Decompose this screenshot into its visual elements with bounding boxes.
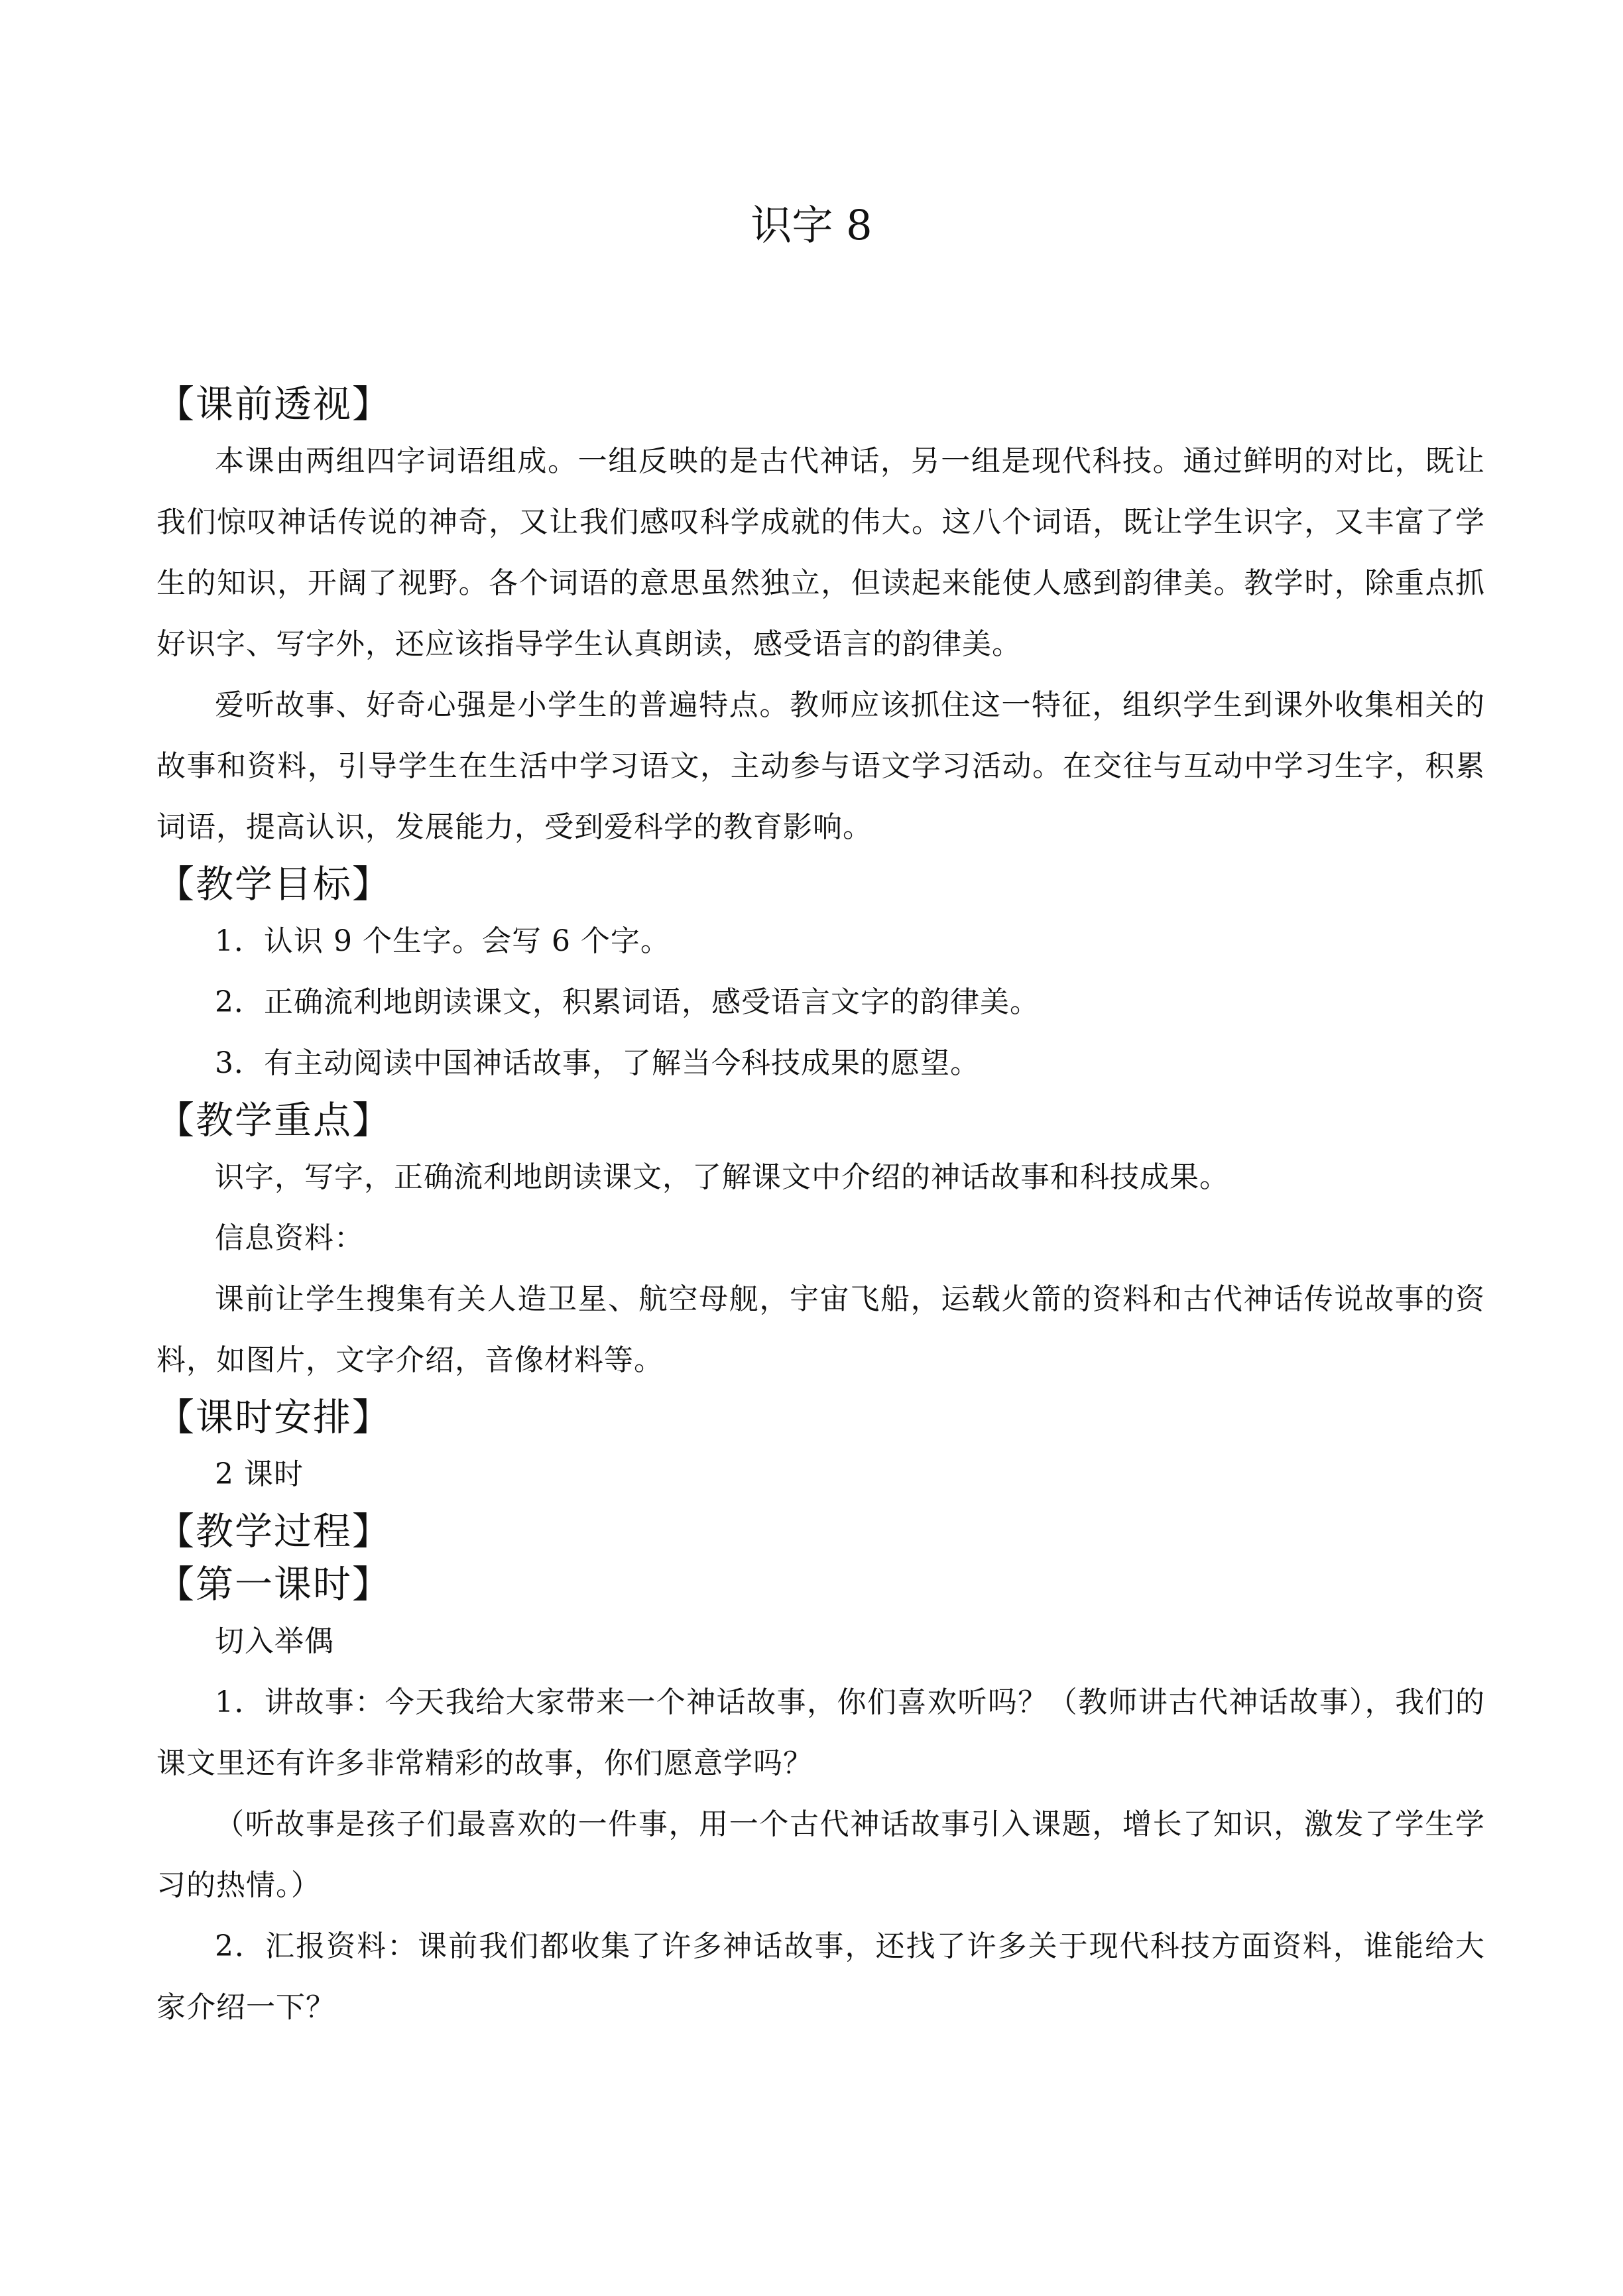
- goal-item-2: 2．正确流利地朗读课文，积累词语，感受语言文字的韵律美。: [215, 985, 1040, 1019]
- schedule-text: 2 课时: [215, 1457, 304, 1491]
- lesson1-note1: （听故事是孩子们最喜欢的一件事，用一个古代神话故事引入课题，增长了知识，激发了学生学习的热情。）: [156, 1807, 1485, 1902]
- lesson1-intro: 切入举偶: [215, 1624, 334, 1658]
- preview-paragraph-2: 爱听故事、好奇心强是小学生的普遍特点。教师应该抓住这一特征，组织学生到课外收集相关的故事和资料，引导学生在生活中学习语文，主动参与语文学习活动。在交往与互动中学习生字，积累词语，提高认识，发展能力，受到爱科学的教育影响。: [156, 688, 1485, 844]
- info-text: 课前让学生搜集有关人造卫星、航空母舰，宇宙飞船，运载火箭的资料和古代神话传说故事的资料，如图片，文字介绍，音像材料等。: [156, 1282, 1485, 1377]
- document-body: [156, 378, 1485, 2038]
- page-title: 识字 8: [751, 201, 872, 249]
- section-heading-process: 【教学过程】: [156, 1510, 391, 1553]
- section-heading-lesson1: 【第一课时】: [156, 1563, 391, 1606]
- section-heading-preview: 【课前透视】: [156, 383, 391, 426]
- goal-item-1: 1．认识 9 个生字。会写 6 个字。: [215, 924, 670, 958]
- goal-item-3: 3．有主动阅读中国神话故事，了解当今科技成果的愿望。: [215, 1046, 980, 1080]
- preview-paragraph-1: 本课由两组四字词语组成。一组反映的是古代神话，另一组是现代科技。通过鲜明的对比，既让我们惊叹神话传说的神奇，又让我们感叹科学成就的伟大。这八个词语，既让学生识字，又丰富了学生的知识，开阔了视野。各个词语的意思虽然独立，但读起来能使人感到韵律美。教学时，除重点抓好识字、写字外，还应该指导学生认真朗读，感受语言的韵律美。: [156, 444, 1485, 661]
- lesson1-step2: 2．汇报资料：课前我们都收集了许多神话故事，还找了许多关于现代科技方面资料，谁能给大家介绍一下？: [156, 1929, 1485, 2024]
- section-heading-goals: 【教学目标】: [156, 863, 391, 906]
- section-heading-key-points: 【教学重点】: [156, 1099, 391, 1142]
- section-heading-schedule: 【课时安排】: [156, 1396, 391, 1439]
- lesson1-step1: 1．讲故事：今天我给大家带来一个神话故事，你们喜欢听吗？（教师讲古代神话故事），我们的课文里还有许多非常精彩的故事，你们愿意学吗？: [156, 1685, 1485, 1780]
- info-label: 信息资料：: [215, 1221, 364, 1255]
- key-points-text: 识字，写字，正确流利地朗读课文，了解课文中介绍的神话故事和科技成果。: [215, 1160, 1229, 1194]
